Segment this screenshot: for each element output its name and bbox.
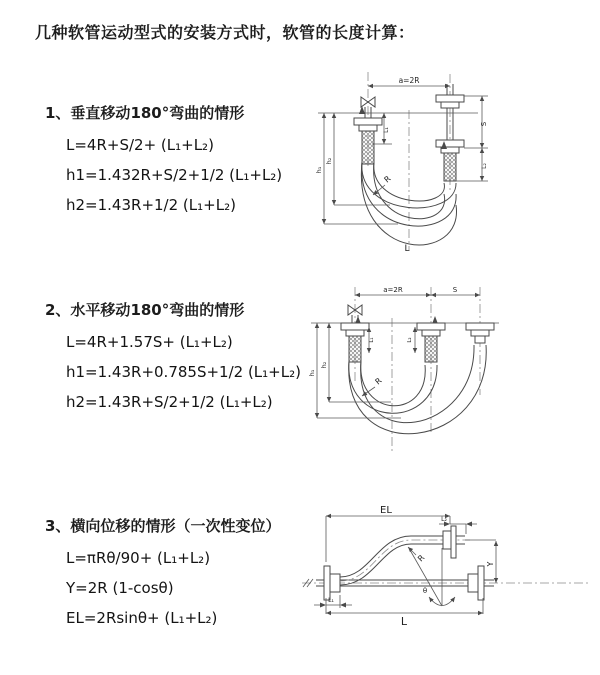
- dim-label-radius: R: [373, 376, 384, 387]
- dim-label-h2: h₂: [320, 361, 328, 369]
- diagram-lateral-displacement: [298, 500, 598, 650]
- dimension-fitting-mid: [407, 327, 415, 353]
- braided-hose-section: [425, 336, 437, 362]
- section-heading: 1、垂直移动180°弯曲的情形: [45, 104, 245, 122]
- formula-line: h2=1.43R+1/2 (L₁+L₂): [66, 196, 236, 214]
- formula-line: h2=1.43R+S/2+1/2 (L₁+L₂): [66, 393, 273, 411]
- section-heading: 2、水平移动180°弯曲的情形: [45, 301, 245, 319]
- radius-callout: [408, 547, 427, 563]
- dim-label-length: L: [400, 615, 408, 628]
- dimension-stroke: [456, 96, 488, 181]
- formula-line: L=4R+1.57S+ (L₁+L₂): [66, 333, 233, 351]
- dim-label-h1: h₁: [308, 369, 316, 377]
- dim-label-l1: L₁: [383, 127, 390, 133]
- formula-line: Y=2R (1-cosθ): [66, 579, 174, 597]
- dimension-fitting-left: [314, 595, 352, 608]
- diagram-horizontal-180: [303, 283, 600, 463]
- formula-line: h1=1.432R+S/2+1/2 (L₁+L₂): [66, 166, 283, 184]
- formula-line: EL=2Rsinθ+ (L₁+L₂): [66, 609, 218, 627]
- dimension-height-inner: [325, 113, 390, 205]
- dimension-fitting-left: [369, 327, 375, 353]
- middle-pipe: [417, 323, 445, 362]
- section-lateral-displacement: [45, 515, 280, 639]
- page-title: 几种软管运动型式的安装方式时，软管的长度计算：: [35, 23, 415, 42]
- dim-label-s: S: [480, 121, 488, 127]
- dimension-length: [326, 598, 483, 628]
- section-heading: 3、横向位移的情形（一次性变位）: [45, 517, 281, 535]
- dim-label-y: Y: [486, 561, 495, 567]
- dim-label-l2: L₂: [481, 163, 488, 169]
- right-pipe: [466, 323, 494, 343]
- valve-icon: [361, 97, 375, 107]
- diagram-vertical-180: [310, 68, 600, 268]
- radius-callout: [362, 376, 384, 396]
- dim-label-length: L: [404, 244, 410, 254]
- dim-label-l1: L₁: [369, 337, 375, 343]
- dim-label-l1: L₁: [328, 597, 334, 604]
- dim-label-h1: h₁: [315, 166, 323, 174]
- hose-curves: [349, 345, 487, 434]
- formula-line: L=πRθ/90+ (L₁+L₂): [66, 549, 211, 567]
- dim-label-a2r: a=2R: [383, 286, 403, 294]
- braided-hose-section: [349, 336, 361, 362]
- dim-label-el: EL: [380, 505, 392, 516]
- upper-flange: [443, 526, 465, 558]
- dim-label-s: S: [452, 286, 458, 294]
- dim-label-radius: R: [416, 553, 427, 564]
- dim-label-l2: L₂: [441, 516, 447, 523]
- dim-label-h2: h₂: [325, 157, 333, 165]
- formula-line: h1=1.43R+0.785S+1/2 (L₁+L₂): [66, 363, 301, 381]
- dim-label-radius: R: [382, 174, 393, 185]
- formula-line: L=4R+S/2+ (L₁+L₂): [66, 136, 214, 154]
- left-pipe: [354, 107, 382, 164]
- dim-label-l2: L₂: [407, 337, 413, 343]
- dimension-top-width: [368, 76, 450, 86]
- arrow-marker: [359, 106, 365, 114]
- dimension-top-width: [355, 286, 431, 295]
- dim-label-theta: θ: [422, 587, 428, 595]
- braided-hose-section: [444, 153, 456, 181]
- braided-hose-section: [362, 131, 374, 164]
- section-vertical-180: [45, 102, 282, 226]
- dimension-stroke: [431, 286, 480, 295]
- section-horizontal-180: [45, 299, 301, 423]
- dim-label-a2r: a=2R: [398, 76, 420, 85]
